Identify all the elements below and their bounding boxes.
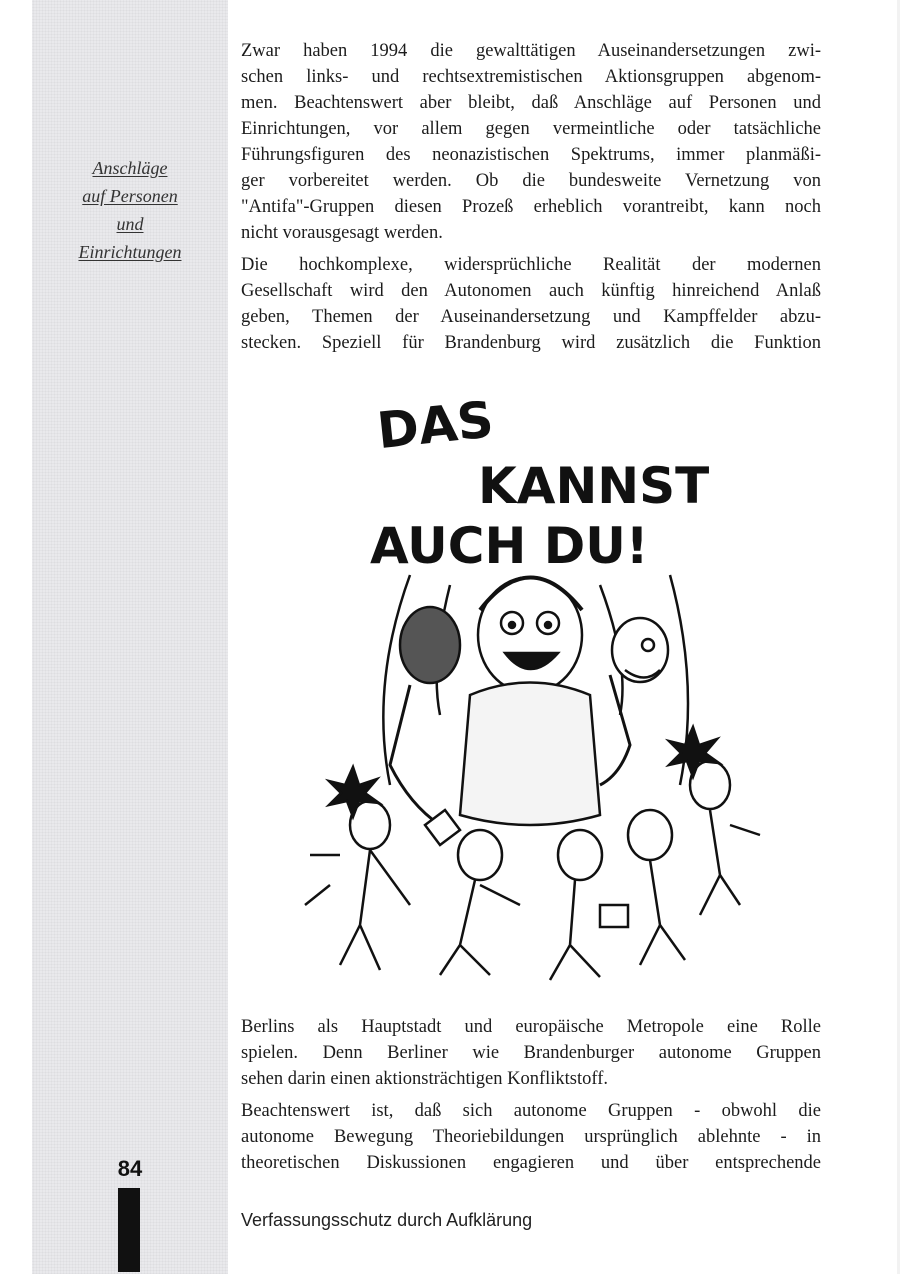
page-number-bar bbox=[118, 1188, 140, 1272]
text-line: stecken. Speziell für Brandenburg wird zusätzlich die Funktion bbox=[241, 333, 821, 353]
page-footer: Verfassungsschutz durch Aufklärung bbox=[241, 1210, 533, 1230]
cartoon-illustration bbox=[300, 385, 770, 985]
text-line: Zwar haben 1994 die gewalttätigen Auseinandersetzungen zwi- bbox=[241, 41, 821, 61]
text-line: spielen. Denn Berliner wie Brandenburger autonome Gruppen bbox=[241, 1043, 821, 1063]
body-text-bottom bbox=[241, 1014, 821, 1182]
page-number: 84 bbox=[117, 1156, 143, 1181]
paragraph bbox=[241, 252, 821, 356]
text-line: theoretischen Diskussionen engagieren und über entsprechende bbox=[241, 1153, 821, 1173]
margin-caption bbox=[32, 154, 228, 266]
text-line: Beachtenswert ist, daß sich autonome Gruppen - obwohl die bbox=[241, 1101, 821, 1121]
text-line: geben, Themen der Auseinandersetzung und Kampffelder abzu- bbox=[241, 307, 821, 327]
text-line: men. Beachtenswert aber bleibt, daß Anschläge auf Personen und bbox=[241, 93, 821, 113]
paragraph bbox=[241, 1014, 821, 1092]
text-line: "Antifa"-Gruppen diesen Prozeß erheblich vorantreibt, kann noch bbox=[241, 197, 821, 217]
text-line: Die hochkomplexe, widersprüchliche Realität der modernen bbox=[241, 255, 821, 275]
margin-caption-line: Anschläge bbox=[92, 158, 168, 178]
cartoon-headline-line-2: KANNST bbox=[478, 457, 710, 515]
text-line: Führungsfiguren des neonazistischen Spektrums, immer planmäßi- bbox=[241, 145, 821, 165]
text-line: Gesellschaft wird den Autonomen auch künftig hinreichend Anlaß bbox=[241, 281, 821, 301]
cartoon-headline-line-3: AUCH DU! bbox=[370, 517, 649, 575]
text-line: ger vorbereitet werden. Ob die bundesweite Vernetzung von bbox=[241, 171, 821, 191]
body-text-top bbox=[241, 38, 821, 362]
text-line: sehen darin einen aktionsträchtigen Konfliktstoff. bbox=[241, 1069, 608, 1089]
cartoon-drawing bbox=[305, 575, 760, 980]
text-line: schen links- und rechtsextremistischen Aktionsgruppen abgenom- bbox=[241, 67, 821, 87]
margin-caption-line: Einrichtungen bbox=[78, 242, 182, 262]
paragraph bbox=[241, 38, 821, 246]
text-line: nicht vorausgesagt werden. bbox=[241, 223, 443, 243]
margin-caption-line: auf Personen bbox=[82, 186, 178, 206]
text-line: Einrichtungen, vor allem gegen vermeintliche oder tatsächliche bbox=[241, 119, 821, 139]
margin-caption-line: und bbox=[116, 214, 144, 234]
text-line: autonome Bewegung Theoriebildungen ursprünglich ablehnte - in bbox=[241, 1127, 821, 1147]
text-line: Berlins als Hauptstadt und europäische Metropole eine Rolle bbox=[241, 1017, 821, 1037]
cartoon-headline-line-1: DAS bbox=[374, 390, 497, 461]
paragraph bbox=[241, 1098, 821, 1176]
